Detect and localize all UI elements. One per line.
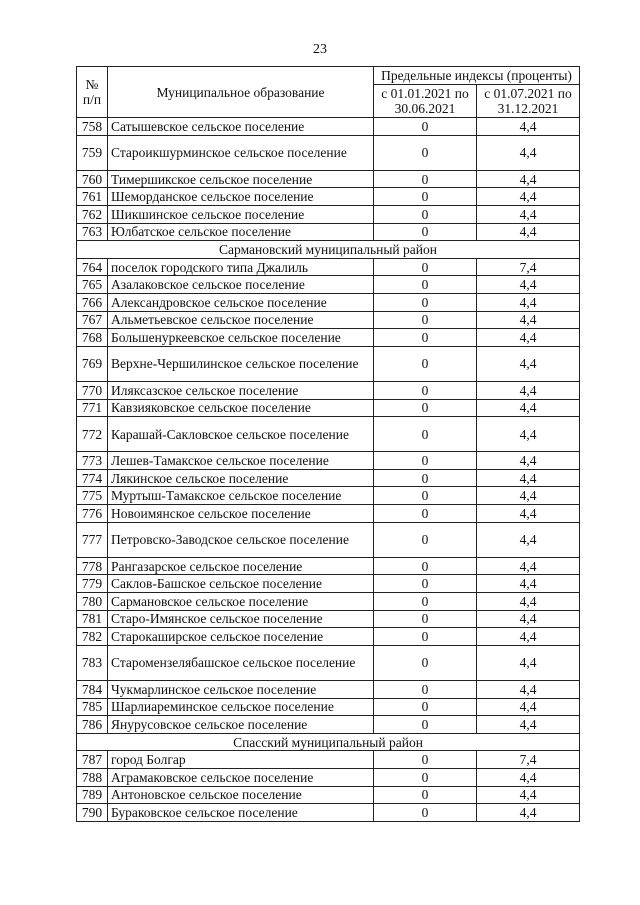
- index-second-half: 4,4: [477, 399, 580, 417]
- index-second-half: 4,4: [477, 505, 580, 523]
- row-number: 776: [77, 505, 108, 523]
- row-number: 764: [77, 258, 108, 276]
- index-second-half: 4,4: [477, 346, 580, 381]
- header-limit-indices: Предельные индексы (проценты): [374, 67, 580, 85]
- table-row: [77, 557, 580, 575]
- row-number: 783: [77, 645, 108, 680]
- index-first-half: 0: [374, 628, 477, 646]
- table-row: [77, 399, 580, 417]
- municipality-name: Иляксазское сельское поселение: [108, 381, 374, 399]
- index-second-half: 4,4: [477, 698, 580, 716]
- municipality-name: Старокаширское сельское поселение: [108, 628, 374, 646]
- index-first-half: 0: [374, 223, 477, 241]
- municipality-name: Петровско-Заводское сельское поселение: [108, 522, 374, 557]
- index-second-half: 4,4: [477, 768, 580, 786]
- municipality-name: Старомензелябашское сельское поселение: [108, 645, 374, 680]
- index-second-half: 4,4: [477, 628, 580, 646]
- municipality-name: Янурусовское сельское поселение: [108, 716, 374, 734]
- row-number: 790: [77, 804, 108, 822]
- row-number: 758: [77, 118, 108, 136]
- municipality-name: Лешев-Тамакское сельское поселение: [108, 452, 374, 470]
- row-number: 762: [77, 205, 108, 223]
- table-body: [77, 118, 580, 822]
- table-row: [77, 681, 580, 699]
- row-number: 773: [77, 452, 108, 470]
- index-second-half: 4,4: [477, 205, 580, 223]
- index-second-half: 4,4: [477, 522, 580, 557]
- table-row: [77, 628, 580, 646]
- index-second-half: 4,4: [477, 170, 580, 188]
- index-first-half: 0: [374, 346, 477, 381]
- municipality-name: Сармановское сельское поселение: [108, 593, 374, 611]
- index-second-half: 4,4: [477, 329, 580, 347]
- row-number: 763: [77, 223, 108, 241]
- index-first-half: 0: [374, 205, 477, 223]
- index-first-half: 0: [374, 170, 477, 188]
- index-first-half: 0: [374, 469, 477, 487]
- row-number: 777: [77, 522, 108, 557]
- municipality-name: поселок городского типа Джалиль: [108, 258, 374, 276]
- index-first-half: 0: [374, 311, 477, 329]
- index-first-half: 0: [374, 751, 477, 769]
- row-number: 761: [77, 188, 108, 206]
- index-first-half: 0: [374, 399, 477, 417]
- row-number: 784: [77, 681, 108, 699]
- municipality-name: Альметьевское сельское поселение: [108, 311, 374, 329]
- table-row: [77, 223, 580, 241]
- header-municipality: Муниципальное образование: [108, 67, 374, 118]
- municipality-name: Лякинское сельское поселение: [108, 469, 374, 487]
- row-number: 770: [77, 381, 108, 399]
- municipality-name: Аграмаковское сельское поселение: [108, 768, 374, 786]
- row-number: 760: [77, 170, 108, 188]
- table-row: [77, 469, 580, 487]
- index-first-half: 0: [374, 188, 477, 206]
- row-number: 778: [77, 557, 108, 575]
- index-second-half: 7,4: [477, 258, 580, 276]
- municipality-name: Саклов-Башское сельское поселение: [108, 575, 374, 593]
- index-second-half: 4,4: [477, 276, 580, 294]
- municipality-name: Юлбатское сельское поселение: [108, 223, 374, 241]
- index-first-half: 0: [374, 487, 477, 505]
- table-row: [77, 505, 580, 523]
- index-second-half: 4,4: [477, 381, 580, 399]
- municipality-name: Большенуркеевское сельское поселение: [108, 329, 374, 347]
- table-row: [77, 698, 580, 716]
- table-row: [77, 118, 580, 136]
- row-number: 772: [77, 417, 108, 452]
- municipality-name: Шикшинское сельское поселение: [108, 205, 374, 223]
- index-second-half: 4,4: [477, 645, 580, 680]
- row-number: 765: [77, 276, 108, 294]
- district-heading-row: [77, 733, 580, 751]
- index-first-half: 0: [374, 681, 477, 699]
- index-first-half: 0: [374, 135, 477, 170]
- municipality-name: Александровское сельское поселение: [108, 293, 374, 311]
- index-first-half: 0: [374, 293, 477, 311]
- table-row: [77, 170, 580, 188]
- municipality-name: город Болгар: [108, 751, 374, 769]
- municipality-name: Карашай-Сакловское сельское поселение: [108, 417, 374, 452]
- table-row: [77, 417, 580, 452]
- row-number: 779: [77, 575, 108, 593]
- row-number: 767: [77, 311, 108, 329]
- row-number: 769: [77, 346, 108, 381]
- header-period-first-half: с 01.01.2021 по 30.06.2021: [374, 85, 477, 118]
- municipality-name: Верхне-Чершилинское сельское поселение: [108, 346, 374, 381]
- table-row: [77, 610, 580, 628]
- table-row: [77, 768, 580, 786]
- index-first-half: 0: [374, 505, 477, 523]
- index-first-half: 0: [374, 452, 477, 470]
- header-row-number: № п/п: [77, 67, 108, 118]
- table-row: [77, 575, 580, 593]
- table-row: [77, 645, 580, 680]
- index-second-half: 4,4: [477, 487, 580, 505]
- municipality-name: Шеморданское сельское поселение: [108, 188, 374, 206]
- index-second-half: 7,4: [477, 751, 580, 769]
- header-period-second-half: с 01.07.2021 по 31.12.2021: [477, 85, 580, 118]
- index-second-half: 4,4: [477, 293, 580, 311]
- municipality-name: Сатышевское сельское поселение: [108, 118, 374, 136]
- table-row: [77, 346, 580, 381]
- index-first-half: 0: [374, 417, 477, 452]
- index-first-half: 0: [374, 804, 477, 822]
- municipality-name: Староикшурминское сельское поселение: [108, 135, 374, 170]
- municipality-name: Рангазарское сельское поселение: [108, 557, 374, 575]
- municipality-name: Новоимянское сельское поселение: [108, 505, 374, 523]
- district-name: Сармановский муниципальный район: [77, 241, 580, 259]
- index-second-half: 4,4: [477, 804, 580, 822]
- district-name: Спасский муниципальный район: [77, 733, 580, 751]
- municipality-name: Кавзияковское сельское поселение: [108, 399, 374, 417]
- index-first-half: 0: [374, 768, 477, 786]
- index-second-half: 4,4: [477, 610, 580, 628]
- index-first-half: 0: [374, 698, 477, 716]
- row-number: 766: [77, 293, 108, 311]
- row-number: 782: [77, 628, 108, 646]
- index-first-half: 0: [374, 575, 477, 593]
- table-row: [77, 188, 580, 206]
- row-number: 759: [77, 135, 108, 170]
- index-second-half: 4,4: [477, 452, 580, 470]
- index-first-half: 0: [374, 329, 477, 347]
- index-second-half: 4,4: [477, 716, 580, 734]
- table-row: [77, 452, 580, 470]
- row-number: 771: [77, 399, 108, 417]
- row-number: 789: [77, 786, 108, 804]
- table-row: [77, 293, 580, 311]
- index-second-half: 4,4: [477, 135, 580, 170]
- index-first-half: 0: [374, 258, 477, 276]
- index-first-half: 0: [374, 645, 477, 680]
- table-row: [77, 786, 580, 804]
- table-row: [77, 716, 580, 734]
- table-row: [77, 522, 580, 557]
- municipality-name: Азалаковское сельское поселение: [108, 276, 374, 294]
- index-second-half: 4,4: [477, 188, 580, 206]
- index-second-half: 4,4: [477, 593, 580, 611]
- municipality-name: Тимершикское сельское поселение: [108, 170, 374, 188]
- row-number: 780: [77, 593, 108, 611]
- municipality-name: Чукмарлинское сельское поселение: [108, 681, 374, 699]
- table-row: [77, 487, 580, 505]
- table-row: [77, 593, 580, 611]
- index-second-half: 4,4: [477, 311, 580, 329]
- table-row: [77, 258, 580, 276]
- row-number: 781: [77, 610, 108, 628]
- table-row: [77, 135, 580, 170]
- index-first-half: 0: [374, 381, 477, 399]
- table-row: [77, 276, 580, 294]
- municipality-name: Бураковское сельское поселение: [108, 804, 374, 822]
- index-first-half: 0: [374, 557, 477, 575]
- index-second-half: 4,4: [477, 469, 580, 487]
- district-heading-row: [77, 241, 580, 259]
- row-number: 774: [77, 469, 108, 487]
- row-number: 775: [77, 487, 108, 505]
- table-row: [77, 329, 580, 347]
- index-first-half: 0: [374, 593, 477, 611]
- row-number: 786: [77, 716, 108, 734]
- index-second-half: 4,4: [477, 575, 580, 593]
- index-first-half: 0: [374, 276, 477, 294]
- municipality-name: Старо-Имянское сельское поселение: [108, 610, 374, 628]
- municipality-name: Антоновское сельское поселение: [108, 786, 374, 804]
- index-second-half: 4,4: [477, 557, 580, 575]
- municipality-name: Муртыш-Тамакское сельское поселение: [108, 487, 374, 505]
- index-second-half: 4,4: [477, 786, 580, 804]
- index-first-half: 0: [374, 118, 477, 136]
- index-second-half: 4,4: [477, 681, 580, 699]
- table-row: [77, 205, 580, 223]
- index-second-half: 4,4: [477, 417, 580, 452]
- index-first-half: 0: [374, 716, 477, 734]
- index-second-half: 4,4: [477, 118, 580, 136]
- table-row: [77, 381, 580, 399]
- row-number: 785: [77, 698, 108, 716]
- row-number: 788: [77, 768, 108, 786]
- table-row: [77, 311, 580, 329]
- row-number: 768: [77, 329, 108, 347]
- index-first-half: 0: [374, 522, 477, 557]
- row-number: 787: [77, 751, 108, 769]
- index-second-half: 4,4: [477, 223, 580, 241]
- table-row: [77, 751, 580, 769]
- tariff-index-table: [76, 66, 580, 822]
- table-row: [77, 804, 580, 822]
- index-first-half: 0: [374, 610, 477, 628]
- municipality-name: Шарлиареминское сельское поселение: [108, 698, 374, 716]
- page-number: 23: [313, 42, 327, 57]
- index-first-half: 0: [374, 786, 477, 804]
